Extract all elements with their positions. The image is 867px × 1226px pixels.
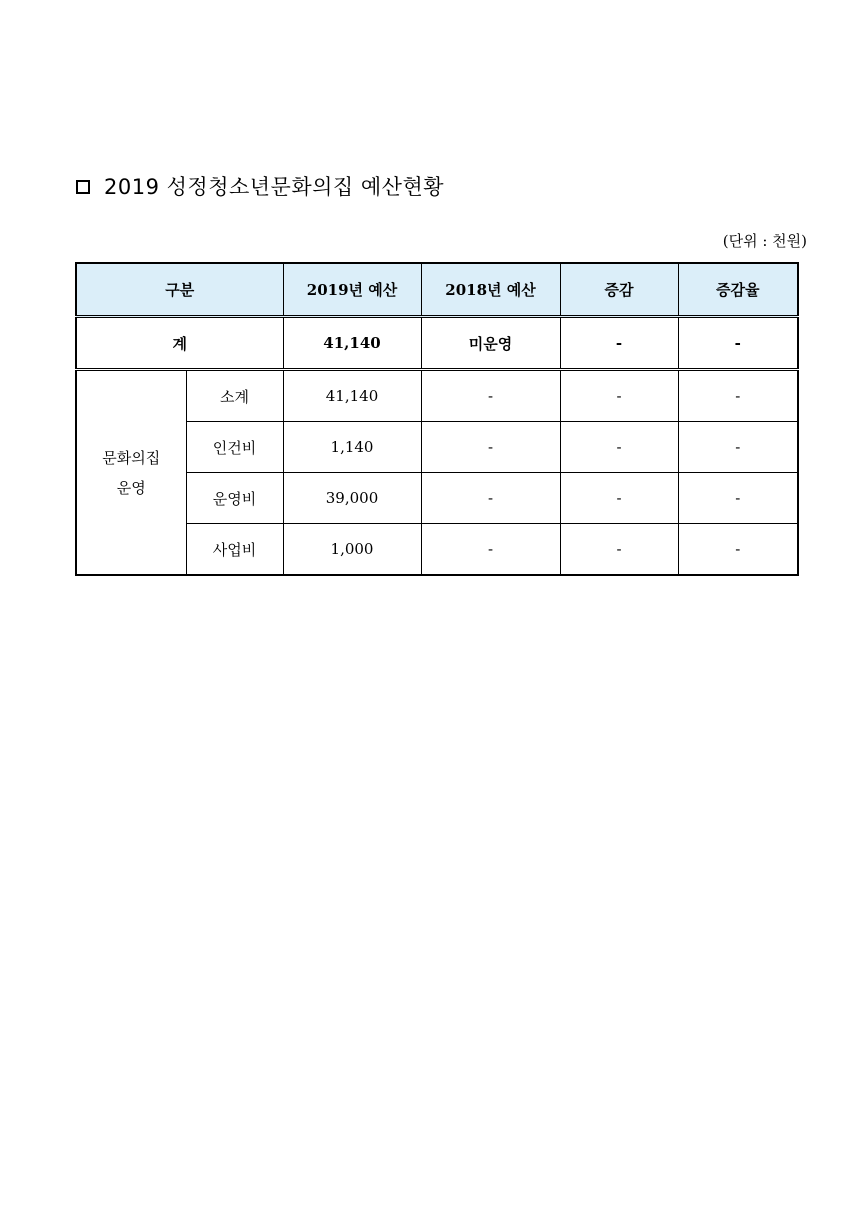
row-change: -: [560, 524, 678, 576]
row-change: -: [560, 473, 678, 524]
header-change: 증감: [560, 263, 678, 317]
row-change-rate: -: [678, 473, 798, 524]
row-label: 사업비: [186, 524, 283, 576]
row-budget-2019: 39,000: [283, 473, 421, 524]
row-budget-2019: 1,140: [283, 422, 421, 473]
row-budget-2018: -: [421, 370, 560, 422]
group-label-line1: 문화의집: [102, 448, 161, 467]
row-budget-2019: 41,140: [283, 370, 421, 422]
group-label-line2: 운영: [116, 478, 146, 497]
row-change: -: [560, 370, 678, 422]
header-budget-2018: 2018년 예산: [421, 263, 560, 317]
header-budget-2019: 2019년 예산: [283, 263, 421, 317]
row-change-rate: -: [678, 370, 798, 422]
table-header-row: [76, 263, 798, 317]
total-budget-2019: 41,140: [283, 317, 421, 370]
total-label: 계: [76, 317, 283, 370]
row-change: -: [560, 422, 678, 473]
row-budget-2019: 1,000: [283, 524, 421, 576]
total-row: [76, 317, 798, 370]
row-budget-2018: -: [421, 473, 560, 524]
row-change-rate: -: [678, 422, 798, 473]
row-change-rate: -: [678, 524, 798, 576]
row-label: 소계: [186, 370, 283, 422]
total-change-rate: -: [678, 317, 798, 370]
document-title: [76, 170, 444, 202]
header-category: 구분: [76, 263, 283, 317]
total-budget-2018: 미운영: [421, 317, 560, 370]
row-label: 운영비: [186, 473, 283, 524]
header-change-rate: 증감율: [678, 263, 798, 317]
row-label: 인건비: [186, 422, 283, 473]
document-title-text: 2019 성정청소년문화의집 예산현황: [104, 175, 445, 199]
budget-table: [75, 262, 799, 576]
row-budget-2018: -: [421, 524, 560, 576]
total-change: -: [560, 317, 678, 370]
group-label: [76, 370, 186, 576]
unit-note: (단위 : 천원): [722, 232, 807, 250]
checkbox-square-icon: [76, 180, 90, 194]
table-row: [76, 370, 798, 422]
row-budget-2018: -: [421, 422, 560, 473]
